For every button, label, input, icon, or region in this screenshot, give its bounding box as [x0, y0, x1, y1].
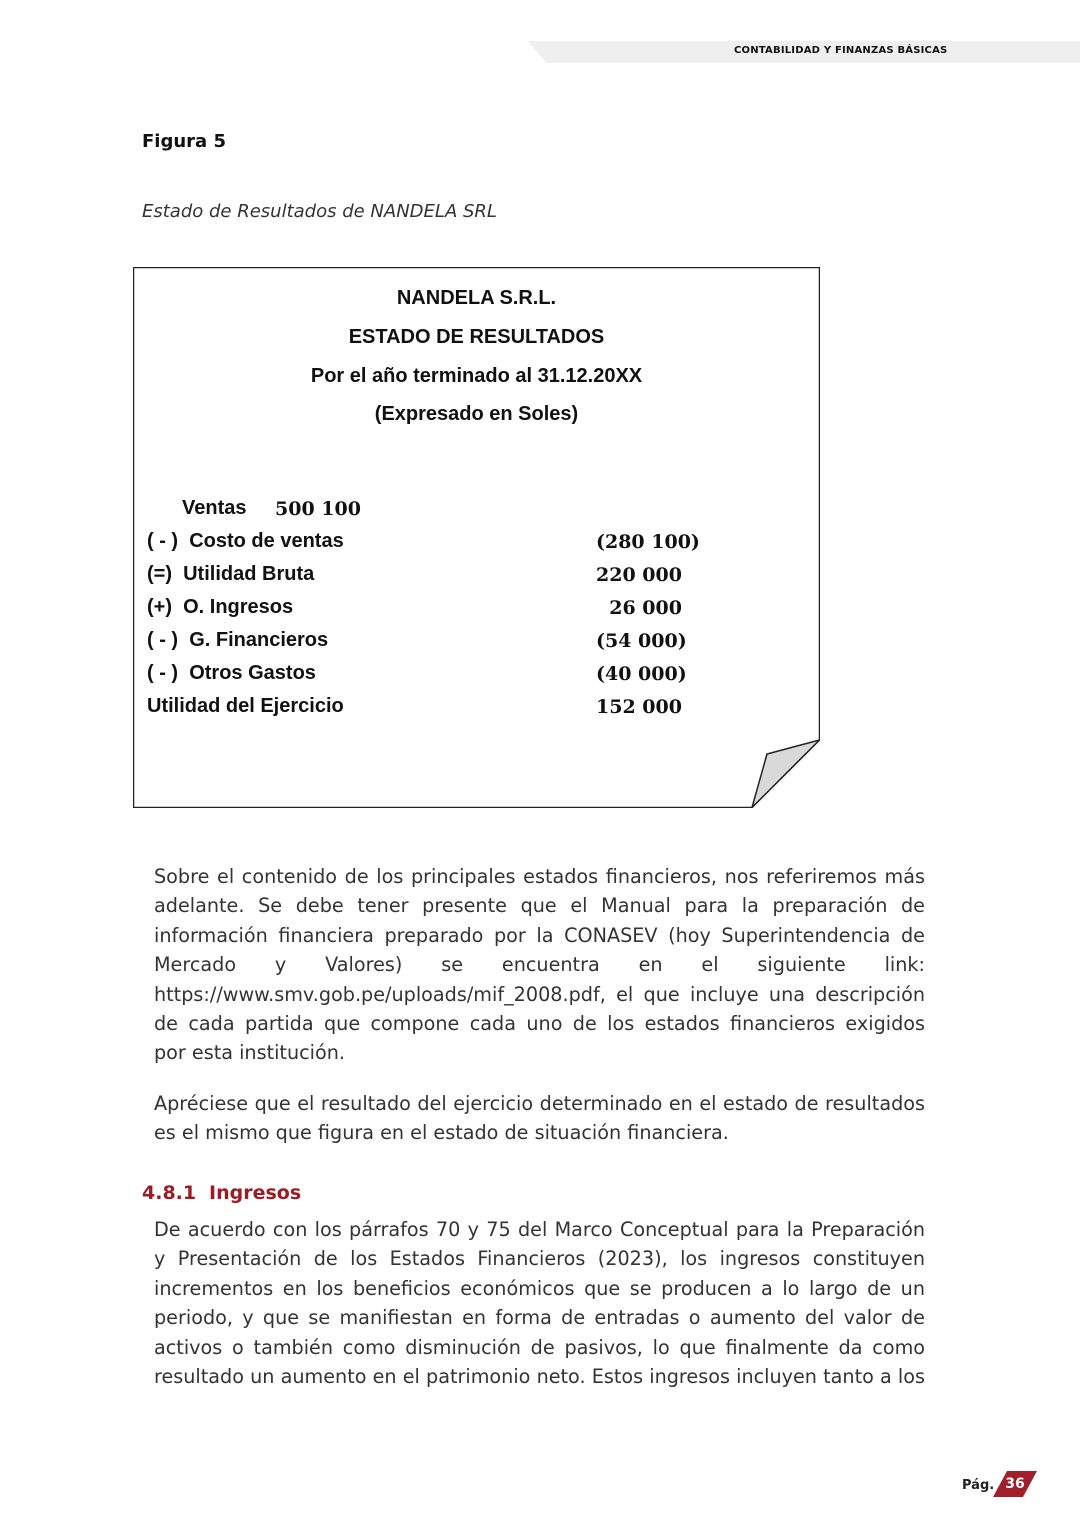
row-inline-value-ventas: 500 100 [275, 498, 361, 520]
paragraph-line: y Presentación de los Estados Financieros (2023), los ingresos constituyen [154, 1247, 925, 1271]
row-value-costo-ventas: (280 100) [596, 531, 700, 553]
running-header: CONTABILIDAD Y FINANZAS BÁSICAS [734, 45, 948, 56]
section-heading [142, 1182, 301, 1204]
paragraph-line: https://www.smv.gob.pe/uploads/mif_2008.pdf, el que incluye una descripción [154, 982, 925, 1006]
row-value-utilidad-ejercicio: 152 000 [596, 696, 682, 718]
statement-company: NANDELA S.R.L. [396, 287, 557, 309]
statement-title: ESTADO DE RESULTADOS [348, 326, 605, 348]
row-label-otros-ingresos: (+) O. Ingresos [147, 596, 294, 618]
paragraph-resultado-ejercicio [154, 1089, 925, 1148]
row-label-utilidad-bruta: (=) Utilidad Bruta [147, 563, 315, 585]
row-label-otros-gastos: ( - ) Otros Gastos [147, 662, 316, 684]
row-label-utilidad-ejercicio: Utilidad del Ejercicio [147, 695, 344, 717]
statement-currency: (Expresado en Soles) [374, 403, 579, 425]
row-value-otros-gastos: (40 000) [596, 663, 687, 685]
paragraph-line: incrementos en los beneficios económicos que se producen a lo largo de un [154, 1276, 925, 1300]
statement-period: Por el año terminado al 31.12.20XX [310, 365, 643, 387]
paragraph-line: Apréciese que el resultado del ejercicio determinado en el estado de resultados [154, 1092, 925, 1115]
paragraph-line: periodo, y que se manifiestan en forma de entradas o aumento del valor de [154, 1306, 925, 1330]
paragraph-estados-financieros [154, 862, 925, 1068]
figure-caption: Estado de Resultados de NANDELA SRL [142, 201, 497, 222]
paragraph-line: información financiera preparado por la CONASEV (hoy Superintendencia de [154, 923, 925, 947]
row-value-otros-ingresos: 26 000 [596, 597, 682, 619]
figure-label: Figura 5 [142, 131, 226, 152]
paragraph-line: resultado un aumento en el patrimonio neto. Estos ingresos incluyen tanto a los [154, 1364, 925, 1388]
paragraph-line: de cada partida que compone cada uno de los estados financieros exigidos [154, 1011, 925, 1035]
paragraph-line: por esta institución. [154, 1041, 345, 1065]
page-number: 36 [1005, 1476, 1025, 1492]
row-value-utilidad-bruta: 220 000 [596, 564, 682, 586]
income-statement-figure [133, 267, 820, 808]
paragraph-line: Mercado y Valores) se encuentra en el siguiente link: [154, 953, 925, 977]
paragraph-line: De acuerdo con los párrafos 70 y 75 del Marco Conceptual para la Preparación [154, 1218, 925, 1241]
row-label-ventas: Ventas [182, 497, 247, 519]
paragraph-line: activos o también como disminución de pasivos, lo que finalmente da como [154, 1335, 925, 1359]
paragraph-ingresos [154, 1215, 925, 1391]
section-title: Ingresos [209, 1182, 302, 1204]
row-label-gastos-financieros: ( - ) G. Financieros [147, 629, 329, 651]
paragraph-line: adelante. Se debe tener presente que el Manual para la preparación de [154, 894, 925, 918]
paragraph-line: Sobre el contenido de los principales estados financieros, nos referiremos más [154, 865, 925, 888]
section-number: 4.8.1 [142, 1182, 197, 1204]
paragraph-line: es el mismo que figura en el estado de situación financiera. [154, 1121, 729, 1145]
page-label: Pág. [962, 1478, 995, 1493]
row-value-gastos-financieros: (54 000) [596, 630, 687, 652]
row-label-costo-ventas: ( - ) Costo de ventas [147, 530, 344, 552]
